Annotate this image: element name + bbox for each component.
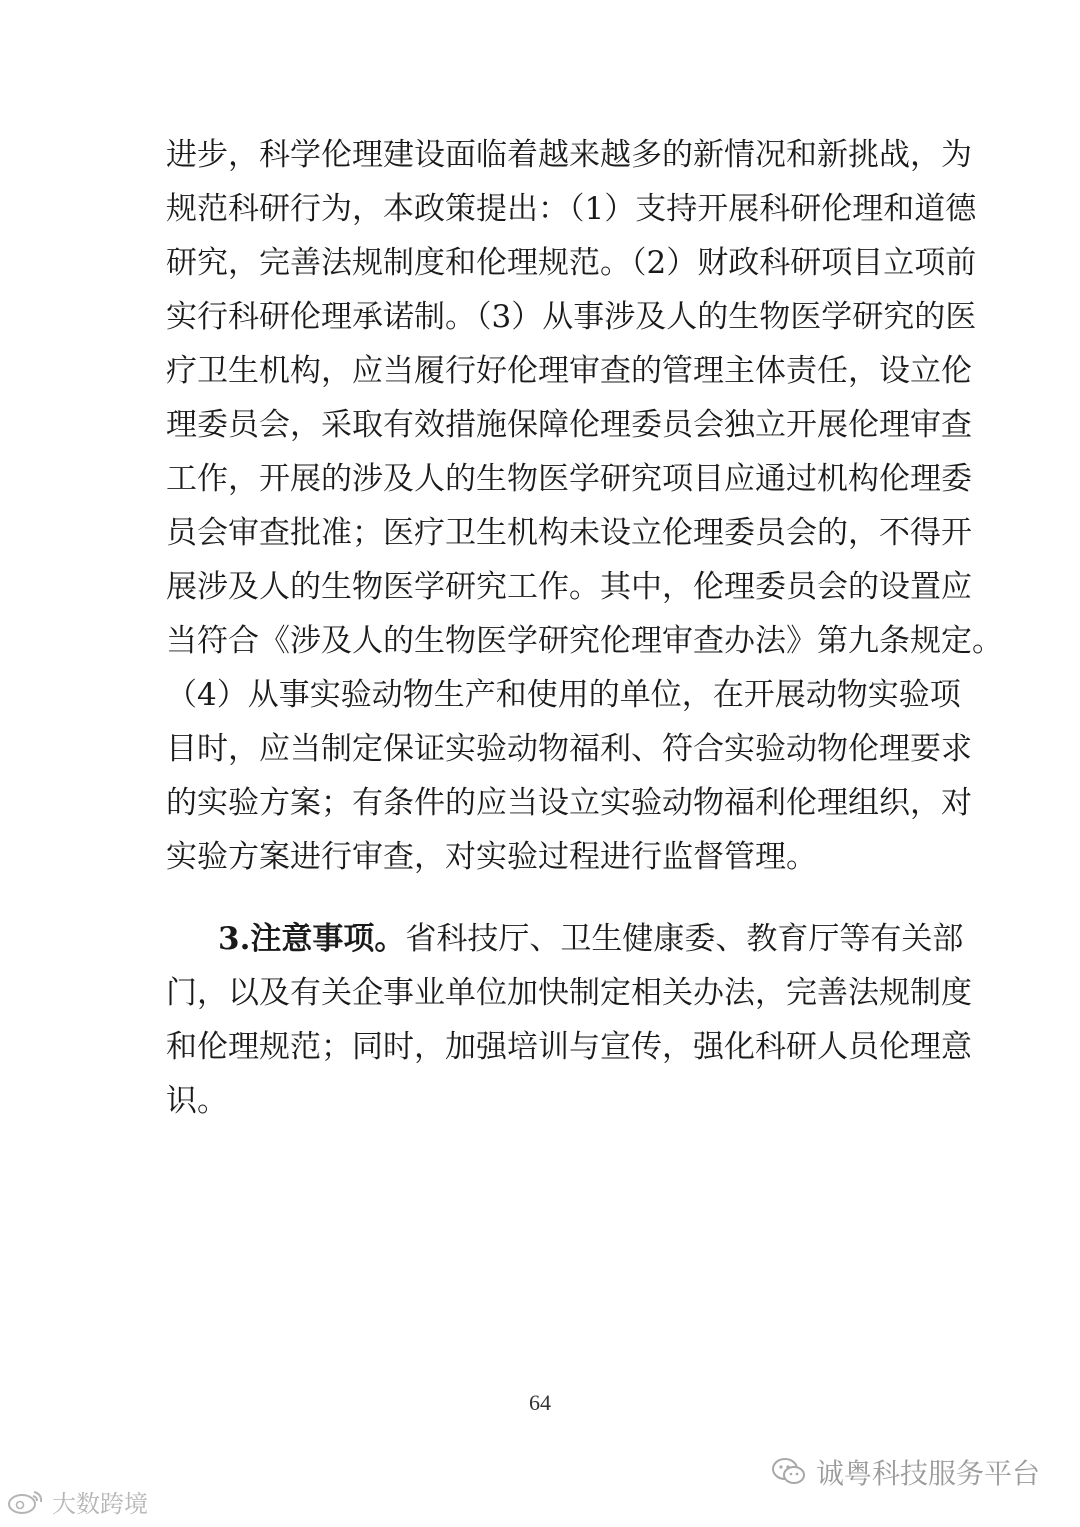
section-heading: 3.注意事项。	[218, 921, 406, 957]
text-line: 理委员会，采取有效措施保障伦理委员会独立开展伦理审查	[166, 407, 972, 443]
weibo-icon	[6, 1488, 46, 1516]
text-line: 目时，应当制定保证实验动物福利、符合实验动物伦理要求	[166, 731, 972, 767]
text-line: 的实验方案；有条件的应当设立实验动物福利伦理组织，对	[166, 785, 972, 821]
text-line: 研究，完善法规制度和伦理规范。（2）财政科研项目立项前	[166, 245, 977, 281]
watermark-right-text: 诚粤科技服务平台	[815, 1457, 1040, 1490]
text-line: 当符合《涉及人的生物医学研究伦理审查办法》第九条规定。	[166, 623, 1003, 659]
text-line: 门，以及有关企事业单位加快制定相关办法，完善法规制度	[166, 975, 972, 1011]
text-line: 进步，科学伦理建设面临着越来越多的新情况和新挑战，为	[166, 137, 972, 173]
text-line: 实验方案进行审查，对实验过程进行监督管理。	[166, 839, 817, 875]
watermark-weibo	[6, 1484, 148, 1519]
watermark-wechat	[772, 1452, 1040, 1492]
watermark-left-text: 大数跨境	[52, 1490, 148, 1518]
text-line: 工作，开展的涉及人的生物医学研究项目应通过机构伦理委	[166, 461, 972, 497]
wechat-icon	[772, 1457, 806, 1487]
text-line: 展涉及人的生物医学研究工作。其中，伦理委员会的设置应	[166, 569, 972, 605]
text-line: 识。	[166, 1083, 228, 1119]
text-line: 和伦理规范；同时，加强培训与宣传，强化科研人员伦理意	[166, 1029, 972, 1065]
paragraph-1	[166, 128, 1003, 884]
text-line: （4）从事实验动物生产和使用的单位，在开展动物实验项	[166, 677, 961, 713]
text-line: 员会审查批准；医疗卫生机构未设立伦理委员会的，不得开	[166, 515, 972, 551]
text-line: 实行科研伦理承诺制。（3）从事涉及人的生物医学研究的医	[166, 299, 977, 335]
text-line: 疗卫生机构，应当履行好伦理审查的管理主体责任，设立伦	[166, 353, 972, 389]
text-line: 规范科研行为，本政策提出：（1）支持开展科研伦理和道德	[166, 191, 977, 227]
paragraph-2	[166, 912, 972, 1128]
section-heading-text: 省科技厅、卫生健康委、教育厅等有关部	[405, 921, 964, 957]
page-number: 64	[529, 1390, 551, 1415]
text-line	[166, 912, 964, 966]
